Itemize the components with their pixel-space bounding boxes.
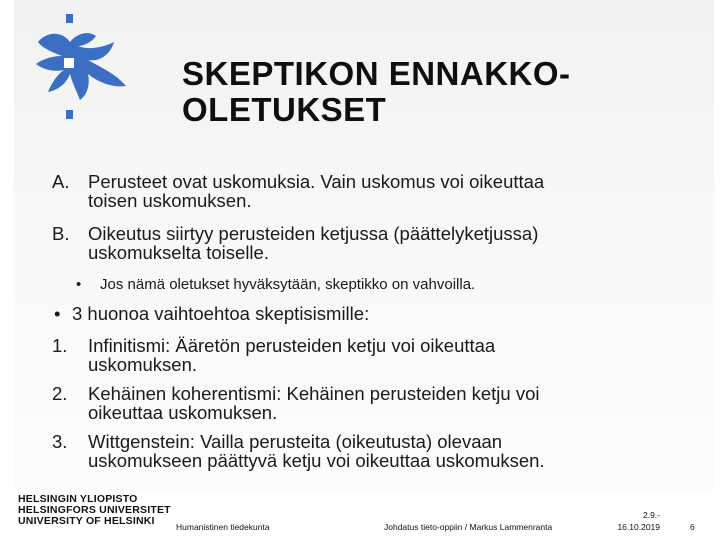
list-marker: 2. — [52, 383, 68, 404]
wordmark-line: HELSINGFORS UNIVERSITET — [18, 504, 171, 516]
list-line: Infinitismi: Ääretön perusteiden ketju voi oikeuttaa — [88, 335, 496, 356]
list-line: Perusteet ovat uskomuksia. Vain uskomus voi oikeuttaa — [88, 171, 545, 192]
bullet-icon: • — [54, 303, 61, 324]
list-line: uskomukseen päättyvä ketju voi oikeuttaa uskomuksen. — [88, 450, 545, 471]
date-line: 2.9.- — [642, 510, 660, 520]
sub-bullet-text: Jos nämä oletukset hyväksytään, skeptikko on vahvoilla. — [100, 276, 476, 293]
university-logo-icon — [18, 12, 138, 122]
title-line: OLETUKSET — [182, 91, 387, 128]
footer-course: Johdatus tieto-oppiin / Markus Lammenranta — [384, 522, 553, 532]
footer-date — [610, 509, 660, 533]
page-number: 6 — [690, 522, 695, 532]
list-line: uskomuksen. — [88, 354, 197, 375]
list-line: Oikeutus siirtyy perusteiden ketjussa (päättelyketjussa) — [88, 223, 539, 244]
wordmark-line: HELSINGIN YLIOPISTO — [18, 493, 138, 505]
list-line: Kehäinen koherentismi: Kehäinen perusteiden ketju voi — [88, 383, 540, 404]
list-line: Wittgenstein: Vailla perusteita (oikeutusta) olevaan — [88, 431, 503, 452]
list-item-text — [88, 224, 678, 262]
date-line: 16.10.2019 — [617, 522, 660, 532]
wordmark-line: UNIVERSITY OF HELSINKI — [18, 515, 155, 527]
list-item-text — [88, 172, 678, 210]
list-item-text — [88, 384, 678, 422]
bullet-text: 3 huonoa vaihtoehtoa skeptisismille: — [72, 303, 370, 324]
list-item-text — [88, 336, 678, 374]
list-marker: 3. — [52, 431, 68, 452]
list-line: oikeuttaa uskomuksen. — [88, 402, 278, 423]
list-marker: B. — [52, 223, 70, 244]
list-marker: 1. — [52, 335, 68, 356]
list-line: uskomukselta toiselle. — [88, 242, 269, 263]
bullet-icon: • — [76, 276, 82, 293]
university-wordmark — [18, 494, 171, 527]
list-marker: A. — [52, 171, 70, 192]
list-line: toisen uskomuksen. — [88, 190, 252, 211]
slide-title — [182, 56, 702, 128]
list-item-text — [88, 432, 678, 470]
footer-faculty: Humanistinen tiedekunta — [176, 522, 270, 532]
title-line: SKEPTIKON ENNAKKO- — [182, 55, 571, 92]
